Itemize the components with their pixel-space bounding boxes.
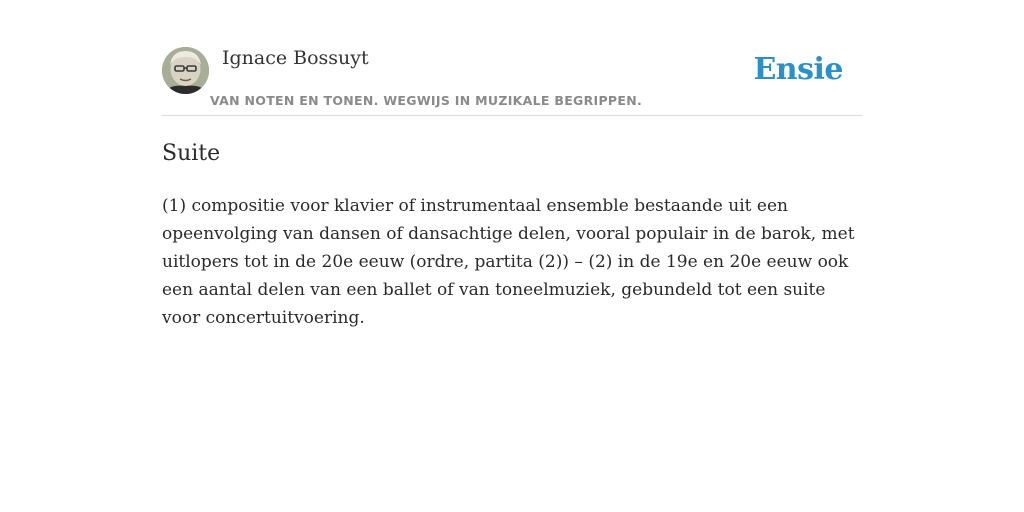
entry-definition	[162, 192, 862, 332]
avatar-portrait-icon	[162, 47, 209, 94]
definition-line: uitlopers tot in de 20e eeuw (ordre, partita (2)) – (2) in de 19e en 20e eeuw ook	[162, 252, 849, 272]
definition-line: (1) compositie voor klavier of instrumentaal ensemble bestaande uit een	[162, 196, 788, 216]
book-subtitle[interactable]: VAN NOTEN EN TONEN. WEGWIJS IN MUZIKALE BEGRIPPEN.	[210, 93, 643, 108]
author-header	[162, 44, 862, 116]
definition-line: voor concertuitvoering.	[162, 308, 365, 328]
definition-line: een aantal delen van een ballet of van toneelmuziek, gebundeld tot een suite	[162, 280, 826, 300]
entry-title: Suite	[162, 141, 221, 166]
author-name[interactable]: Ignace Bossuyt	[222, 47, 369, 69]
author-avatar[interactable]	[162, 47, 209, 94]
ensie-logo[interactable]: Ensie	[753, 52, 843, 87]
definition-line: opeenvolging van dansen of dansachtige delen, vooral populair in de barok, met	[162, 224, 855, 244]
